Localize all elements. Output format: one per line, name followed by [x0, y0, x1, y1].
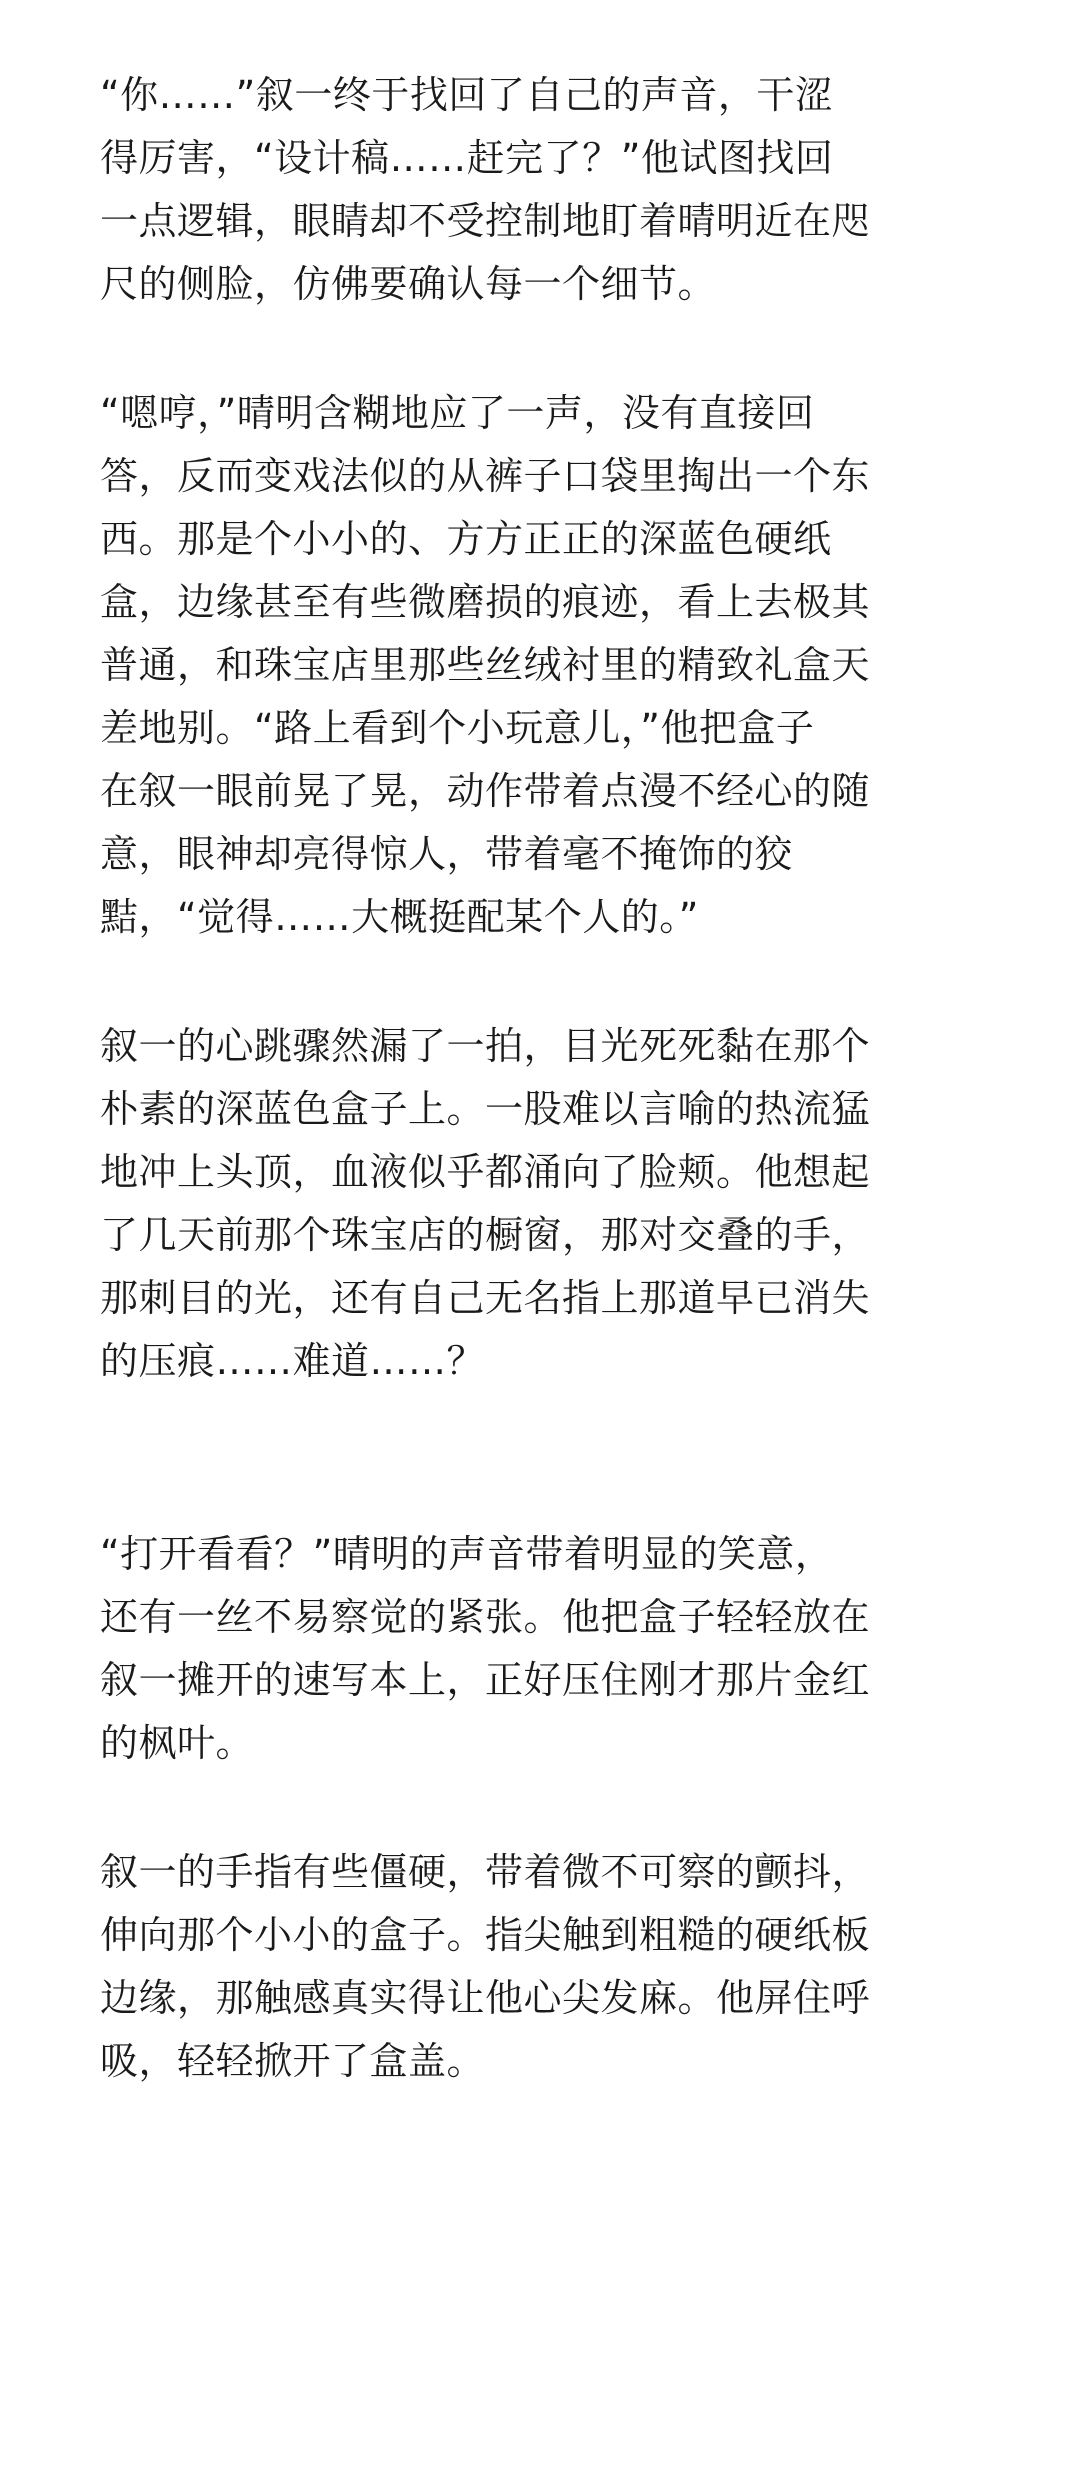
text-line: 了几天前那个珠宝店的橱窗，那对交叠的手， [100, 1213, 871, 1257]
text-line: “你……”叙一终于找回了自己的声音，干涩 [100, 73, 834, 117]
text-line: 伸向那个小小的盒子。指尖触到粗糙的硬纸板 [100, 1913, 871, 1957]
text-line: “嗯哼，”晴明含糊地应了一声，没有直接回 [100, 391, 815, 435]
text-line: 地冲上头顶，血液似乎都涌向了脸颊。他想起 [100, 1150, 871, 1194]
paragraph-4 [100, 1523, 980, 1775]
text-line: 朴素的深蓝色盒子上。一股难以言喻的热流猛 [100, 1087, 871, 1131]
text-line: 尺的侧脸，仿佛要确认每一个细节。 [100, 262, 717, 306]
text-line: 那刺目的光，还有自己无名指上那道早已消失 [100, 1276, 871, 1320]
text-line: 得厉害，“设计稿……赶完了？”他试图找回 [100, 136, 834, 180]
text-line: 西。那是个小小的、方方正正的深蓝色硬纸 [100, 517, 832, 561]
paragraph-3 [100, 1015, 980, 1393]
paragraph-spacer [100, 949, 980, 1015]
paragraph-2 [100, 382, 980, 949]
text-line: 的枫叶。 [100, 1721, 255, 1765]
text-line: 边缘，那触感真实得让他心尖发麻。他屏住呼 [100, 1976, 871, 2020]
text-line: 叙一的心跳骤然漏了一拍，目光死死黏在那个 [100, 1024, 871, 1068]
text-line: 叙一的手指有些僵硬，带着微不可察的颤抖， [100, 1850, 871, 1894]
text-line: 在叙一眼前晃了晃，动作带着点漫不经心的随 [100, 769, 871, 813]
text-line: 盒，边缘甚至有些微磨损的痕迹，看上去极其 [100, 580, 871, 624]
paragraph-spacer [100, 316, 980, 382]
paragraph-1 [100, 64, 980, 316]
text-line: 普通，和珠宝店里那些丝绒衬里的精致礼盒天 [100, 643, 871, 687]
text-line: 一点逻辑，眼睛却不受控制地盯着晴明近在咫 [100, 199, 871, 243]
text-line: 还有一丝不易察觉的紧张。他把盒子轻轻放在 [100, 1595, 871, 1639]
paragraph-5 [100, 1841, 980, 2093]
text-line: 答，反而变戏法似的从裤子口袋里掏出一个东 [100, 454, 871, 498]
text-line: 叙一摊开的速写本上，正好压住刚才那片金红 [100, 1658, 871, 1702]
paragraph-spacer [100, 1393, 980, 1523]
text-line: 差地别。“路上看到个小玩意儿，”他把盒子 [100, 706, 815, 750]
text-line: 的压痕……难道……？ [100, 1339, 486, 1383]
text-line: “打开看看？”晴明的声音带着明显的笑意， [100, 1532, 834, 1576]
text-line: 意，眼神却亮得惊人，带着毫不掩饰的狡 [100, 832, 794, 876]
text-line: 吸，轻轻掀开了盒盖。 [100, 2039, 486, 2083]
text-line: 黠，“觉得……大概挺配某个人的。” [100, 895, 699, 939]
paragraph-spacer [100, 1775, 980, 1841]
